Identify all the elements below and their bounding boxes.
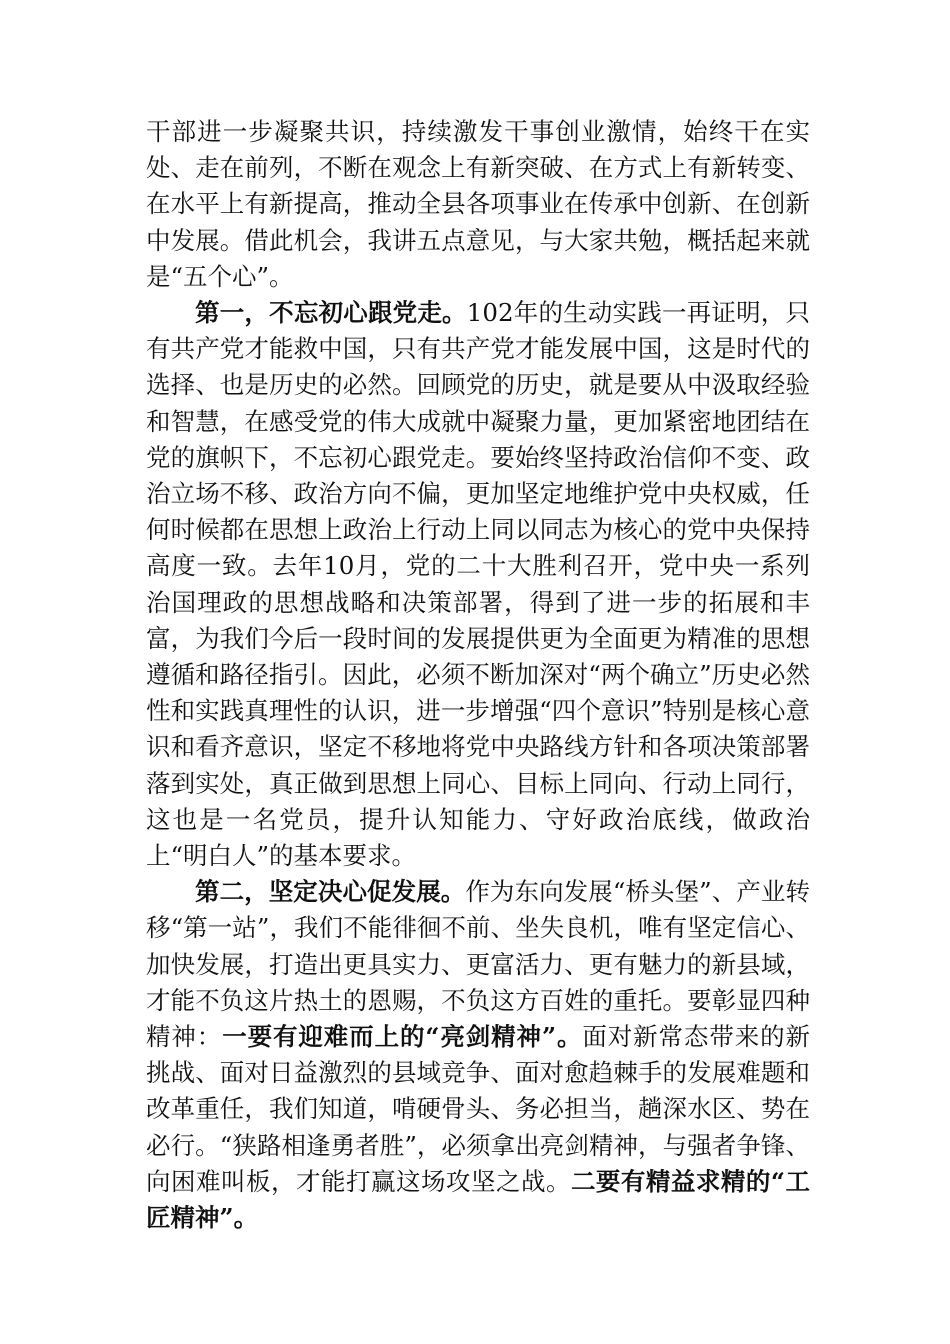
point-1-heading: 第一，不忘初心跟党走。 [195, 298, 467, 328]
paragraph-intro [146, 114, 810, 295]
point-1-body: 102年的生动实践一再证明，只有共产党才能救中国，只有共产党才能发展中国，这是时代的选择、也是历史的必然。回顾党的历史，就是要从中汲取经验和智慧，在感受党的伟大成就中凝聚力量，更加紧密地团结在党的旗帜下，不忘初心跟党走。要始终坚持政治信仰不变、政治立场不移、政治方向不偏，更加坚定地维护党中央权威，任何时候都在思想上政治上行动上同以同志为核心的党中央保持高度一致。去年10月，党的二十大胜利召开，党中央一系列治国理政的思想战略和决策部署，得到了进一步的拓展和丰富，为我们今后一段时间的发展提供更为全面更为精准的思想遵循和路径指引。因此，必须不断加深对“两个确立”历史必然性和实践真理性的认识，进一步增强“四个意识”特别是核心意识和看齐意识，坚定不移地将党中央路线方针和各项决策部署落到实处，真正做到思想上同心、目标上同向、行动上同行，这也是一名党员，提升认知能力、守好政治底线，做政治上“明白人”的基本要求。 [146, 298, 810, 871]
spirit-2-heading: 二要有精益求精的“工匠精神”。 [146, 1166, 810, 1233]
spirit-1-heading: 一要有迎难而上的“亮剑精神”。 [222, 1022, 583, 1052]
intro-text: 干部进一步凝聚共识，持续激发干事创业激情，始终干在实处、走在前列，不断在观念上有新突破、在方式上有新转变、在水平上有新提高，推动全县各项事业在传承中创新、在创新中发展。借此机会，我讲五点意见，与大家共勉，概括起来就是“五个心”。 [146, 117, 810, 291]
spirit-1-body: 面对新常态带来的新挑战、面对日益激烈的县域竞争、面对愈趋棘手的发展难题和改革重任，我们知道，啃硬骨头、务必担当，趟深水区、势在必行。“狭路相逢勇者胜”，必须拿出亮剑精神，与强者争锋、向困难叫板，才能打赢这场攻坚之战。 [146, 1022, 811, 1196]
document-page [146, 114, 810, 1236]
point-2-heading: 第二，坚定决心促发展。 [195, 877, 466, 907]
point-2-body-intro: 作为东向发展“桥头堡”、产业转移“第一站”，我们不能徘徊不前、坐失良机，唯有坚定信心、加快发展，打造出更具实力、更富活力、更有魅力的新县域，才能不负这片热土的恩赐，不负这方百姓的重托。要彰显四种精神： [146, 877, 810, 1052]
paragraph-point-2 [146, 874, 810, 1236]
paragraph-point-1 [146, 295, 810, 874]
